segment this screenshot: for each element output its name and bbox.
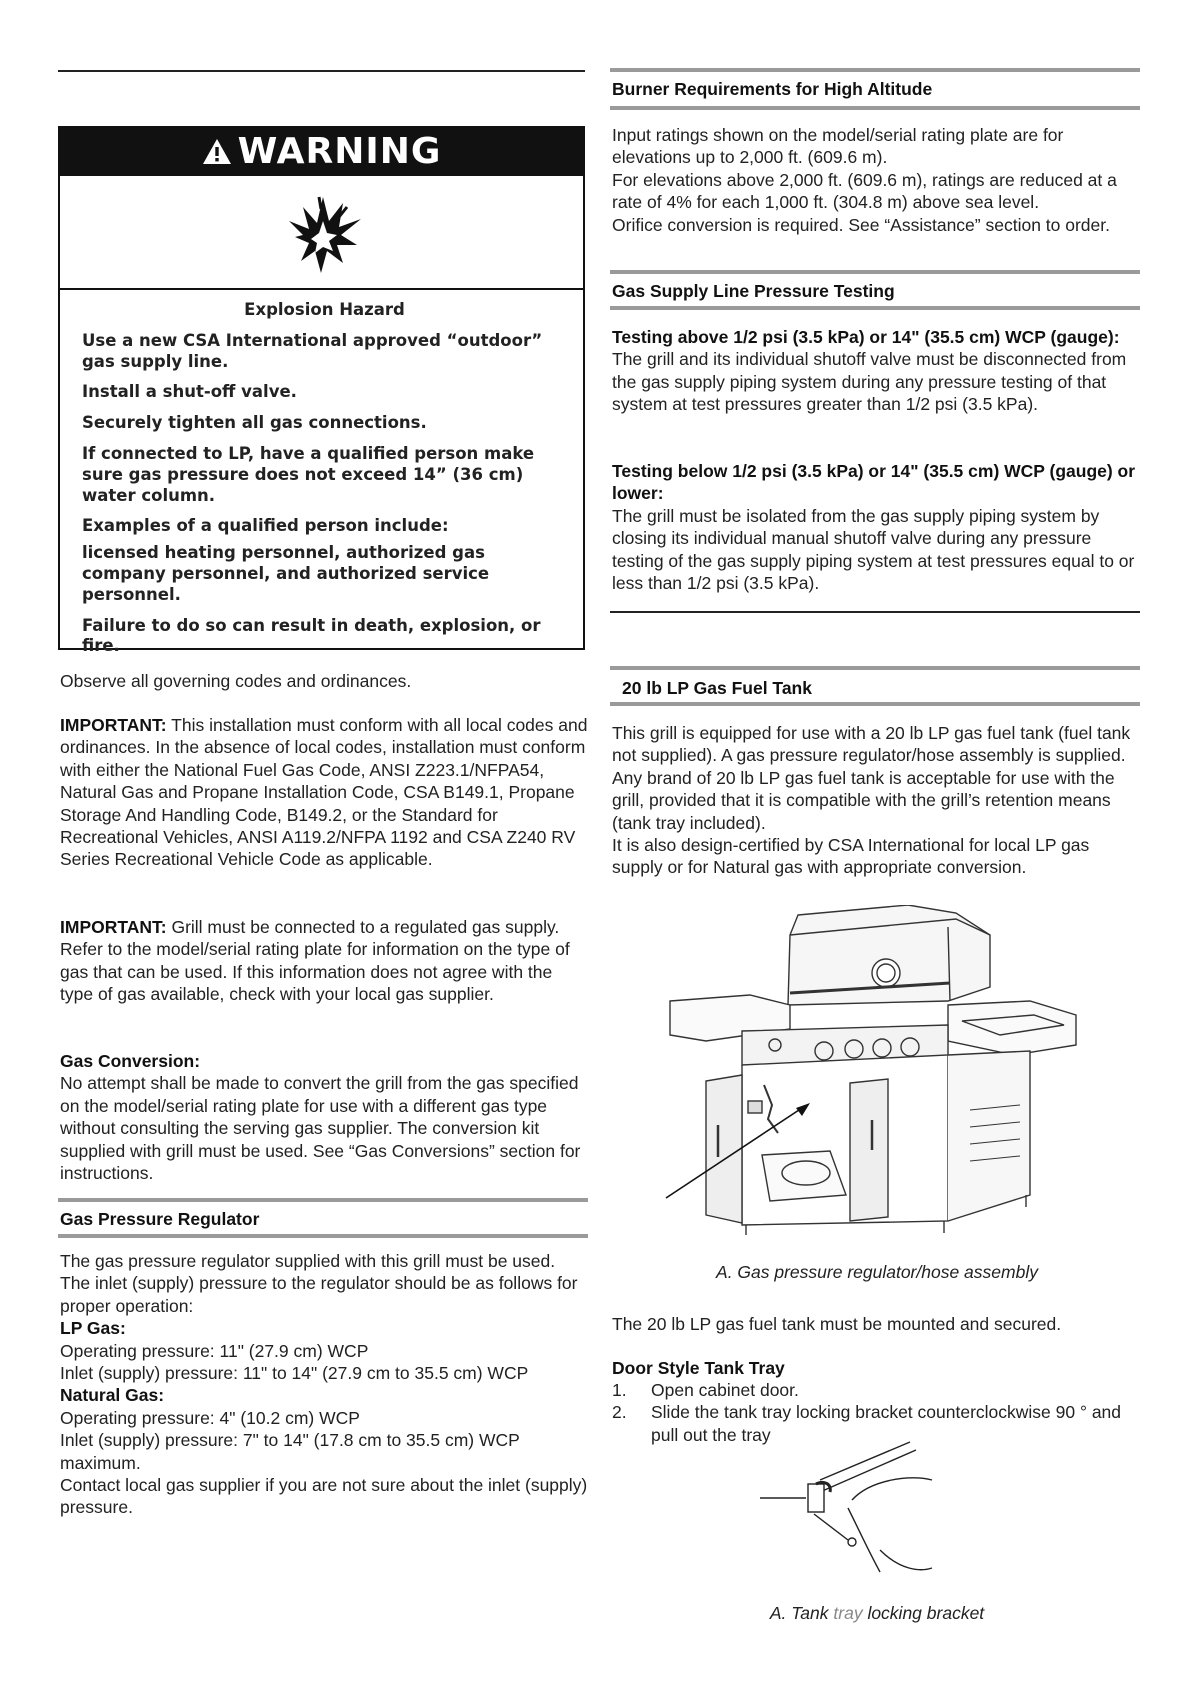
testing-below-heading: Testing below 1/2 psi (3.5 kPa) or 14" (35.5 cm) WCP (gauge) or lower:	[612, 461, 1136, 504]
important-regulated-paragraph	[60, 916, 590, 1006]
important-install-text: This installation must conform with all local codes and ordinances. In the absence of local codes, installation must conform with either the National Fuel Gas Code, ANSI Z223.1/NFPA54, Natural Gas and Propane Installation Code, CSA B149.1, Propane Storage And Handling Code, B149.2, or the Standard for Recreational Vehicles, ANSI A119.2/NFPA 1192 and CSA Z240 RV Series Recreational Vehicle Code as applicable.	[60, 715, 588, 870]
warning-line: Use a new CSA International approved “outdoor” gas supply line.	[82, 330, 543, 371]
door-style-steps	[612, 1379, 1142, 1446]
important-regulated-text: Grill must be connected to a regulated gas supply. Refer to the model/serial rating plate for information on the type of gas that can be used. If this information does not agree with the type of gas available, check with your local gas supplier.	[60, 917, 570, 1005]
grill-caption: A. Gas pressure regulator/hose assembly	[716, 1262, 1038, 1282]
mounted-text: The 20 lb LP gas fuel tank must be mounted and secured.	[612, 1314, 1062, 1334]
ng-inlet: Inlet (supply) pressure: 7" to 14" (17.8 cm to 35.5 cm) WCP maximum.	[60, 1430, 520, 1473]
regulator-callout-arrow	[664, 1100, 814, 1200]
lp-operating: Operating pressure: 11" (27.9 cm) WCP	[60, 1340, 369, 1361]
tank-bar-bottom	[610, 702, 1140, 706]
testing-below-text: The grill must be isolated from the gas supply piping system by closing its individual manual shutoff valve during any pressure testing of the gas supply piping system at test pressures equal to or less than 1/2 psi (3.5 kPa).	[612, 505, 1135, 594]
bracket-caption-tray: tray	[833, 1603, 863, 1623]
warning-triangle-icon	[202, 138, 232, 165]
warning-line: Securely tighten all gas connections.	[82, 413, 427, 433]
ng-operating: Operating pressure: 4" (10.2 cm) WCP	[60, 1407, 360, 1428]
bracket-caption-part: locking bracket	[862, 1603, 985, 1623]
warning-divider-top	[60, 174, 583, 176]
tank-text	[612, 722, 1142, 879]
regulator-bar-bottom	[58, 1234, 588, 1238]
altitude-heading: Burner Requirements for High Altitude	[612, 79, 933, 99]
testing-above-section	[612, 326, 1142, 416]
warning-line: licensed heating personnel, authorized gas company personnel, and authorized service personnel.	[82, 543, 490, 604]
altitude-paragraph: Input ratings shown on the model/serial rating plate are for elevations up to 2,000 ft. (609.6 m).	[612, 125, 1064, 168]
altitude-paragraph: Orifice conversion is required. See “Assistance” section to order.	[612, 214, 1110, 235]
regulator-heading: Gas Pressure Regulator	[60, 1209, 260, 1229]
step-number: 1.	[612, 1380, 627, 1400]
important-install-paragraph	[60, 714, 590, 871]
explosion-icon	[281, 191, 365, 275]
gas-conversion-section	[60, 1050, 590, 1184]
warning-title: Explosion Hazard	[244, 300, 405, 319]
warning-line: If connected to LP, have a qualified person make sure gas pressure does not exceed 14” (36 cm) water column.	[82, 443, 535, 505]
supply-end-rule	[610, 611, 1140, 613]
warning-text	[82, 300, 567, 667]
warning-box	[58, 126, 585, 656]
testing-above-text: The grill and its individual shutoff valve must be disconnected from the gas supply piping system during any pressure testing of that system at test pressures greater than 1/2 psi (3.5 kPa).	[612, 349, 1127, 415]
regulator-bar-top	[58, 1198, 588, 1202]
testing-above-heading: Testing above 1/2 psi (3.5 kPa) or 14" (35.5 cm) WCP (gauge):	[612, 327, 1120, 347]
warning-line: Failure to do so can result in death, explosion, or fire.	[82, 615, 541, 656]
warning-banner-text: WARNING	[237, 130, 442, 172]
altitude-text	[612, 124, 1142, 236]
regulator-intro: The gas pressure regulator supplied with this grill must be used.	[60, 1251, 556, 1271]
step-item	[612, 1379, 1142, 1401]
observe-text: Observe all governing codes and ordinances.	[60, 671, 412, 691]
door-style-heading: Door Style Tank Tray	[612, 1358, 785, 1378]
tank-paragraph: This grill is equipped for use with a 20 lb LP gas fuel tank (fuel tank not supplied). A gas pressure regulator/hose assembly is supplied.	[612, 723, 1131, 766]
bracket-caption	[612, 1603, 1142, 1624]
supply-heading: Gas Supply Line Pressure Testing	[612, 281, 895, 301]
step-number: 2.	[612, 1402, 627, 1423]
gas-conversion-text: No attempt shall be made to convert the grill from the gas specified on the model/serial rating plate for use with a different gas type without consulting the serving gas supplier. The conversion kit supplied with grill must be used. See “Gas Conversions” section for instructions.	[60, 1073, 581, 1184]
tank-heading: 20 lb LP Gas Fuel Tank	[622, 678, 812, 698]
altitude-bar-bottom	[610, 106, 1140, 110]
warning-line: Examples of a qualified person include:	[82, 516, 449, 536]
lp-inlet: Inlet (supply) pressure: 11" to 14" (27.9 cm to 35.5 cm) WCP	[60, 1363, 529, 1384]
contact-supplier: Contact local gas supplier if you are not sure about the inlet (supply) pressure.	[60, 1475, 588, 1518]
tank-paragraph: It is also design-certified by CSA International for local LP gas supply or for Natural gas with appropriate conversion.	[612, 835, 1090, 878]
supply-bar-top	[610, 270, 1140, 274]
warning-divider-mid	[60, 288, 583, 290]
bracket-caption-part: A. Tank	[769, 1603, 834, 1623]
important-label: IMPORTANT:	[60, 917, 167, 937]
step-text: Slide the tank tray locking bracket counterclockwise 90 ° and pull out the tray	[651, 1402, 1122, 1445]
bracket-illustration	[760, 1440, 935, 1580]
testing-below-section	[612, 460, 1142, 594]
gas-conversion-heading: Gas Conversion:	[60, 1051, 201, 1071]
warning-banner	[60, 128, 583, 174]
step-text: Open cabinet door.	[651, 1380, 799, 1400]
important-label: IMPORTANT:	[60, 715, 167, 735]
altitude-paragraph: For elevations above 2,000 ft. (609.6 m), ratings are reduced at a rate of 4% for each 1,000 ft. (304.8 m) above sea level.	[612, 169, 1117, 213]
warning-line: Install a shut-off valve.	[82, 382, 297, 402]
regulator-section	[60, 1250, 590, 1519]
altitude-bar-top	[610, 68, 1140, 72]
tank-paragraph: Any brand of 20 lb LP gas fuel tank is acceptable for use with the grill, provided that it is compatible with the grill’s retention means (tank tray included).	[612, 767, 1115, 833]
supply-bar-bottom	[610, 306, 1140, 310]
tank-bar-top	[610, 666, 1140, 670]
lp-gas-label: LP Gas:	[60, 1318, 126, 1339]
top-rule	[58, 70, 585, 72]
natural-gas-label: Natural Gas:	[60, 1385, 165, 1406]
regulator-intro: The inlet (supply) pressure to the regulator should be as follows for proper operation:	[60, 1273, 578, 1316]
